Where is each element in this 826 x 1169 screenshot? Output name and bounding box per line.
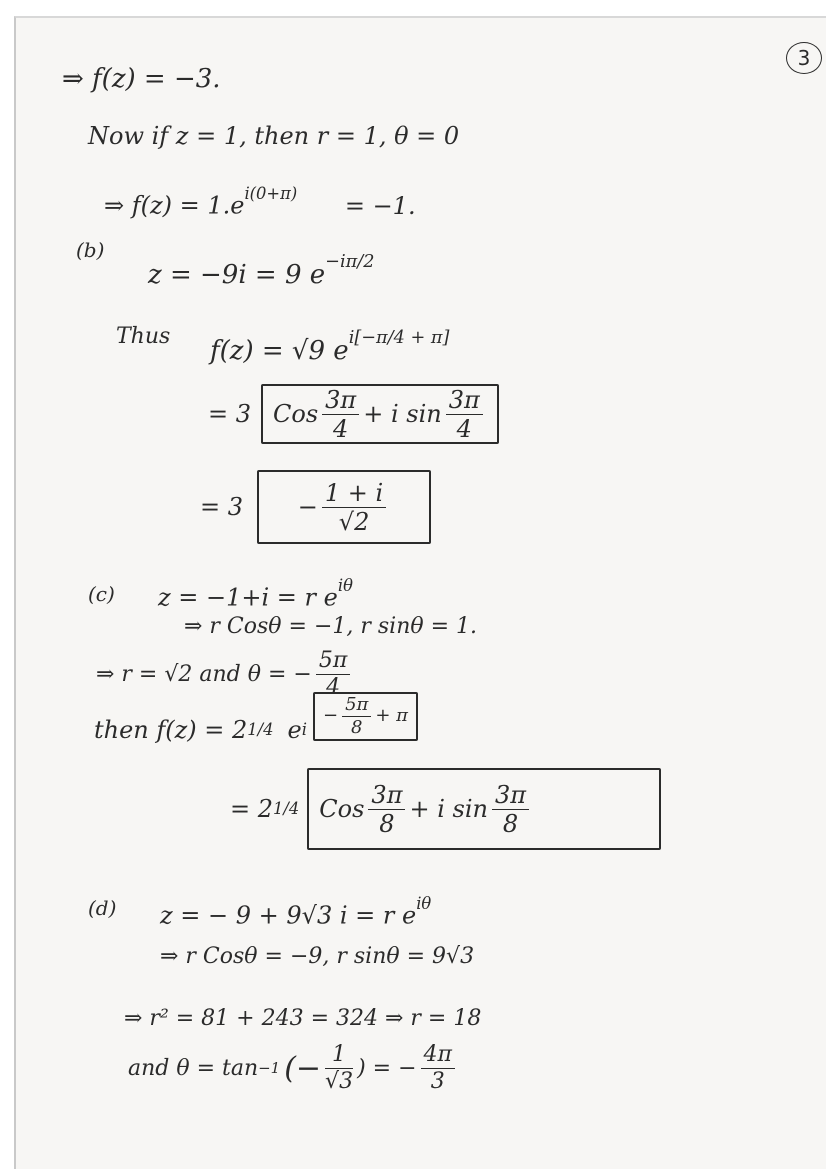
line-now-if: Now if z = 1, then r = 1, θ = 0 bbox=[88, 122, 460, 150]
exponent: i(0+π) bbox=[244, 184, 298, 203]
line-d-theta bbox=[128, 1044, 459, 1093]
denominator: 3 bbox=[430, 1069, 445, 1094]
expr-text: z = − 9 + 9√3 i = r e bbox=[160, 901, 417, 930]
exponent: −1 bbox=[258, 1059, 281, 1078]
line-f-z-one bbox=[104, 186, 416, 218]
fraction bbox=[322, 478, 386, 536]
fraction bbox=[368, 780, 405, 838]
expr-text: = 3 bbox=[208, 400, 252, 428]
e-base: e bbox=[287, 716, 302, 744]
thus-label: Thus bbox=[116, 324, 171, 349]
page-number: 3 bbox=[786, 42, 822, 74]
expr-text: z = −9i = 9 e bbox=[148, 259, 326, 290]
line-c-rcos: ⇒ r Cosθ = −1, r sinθ = 1. bbox=[184, 614, 478, 639]
line-d-z bbox=[160, 896, 431, 928]
fraction bbox=[342, 693, 371, 738]
denominator: √3 bbox=[325, 1069, 354, 1094]
bracket-group bbox=[257, 470, 431, 544]
numerator: 3π bbox=[492, 783, 529, 810]
expr-text: = 2 bbox=[230, 795, 274, 823]
expr-text: ⇒ f(z) = 1.e bbox=[104, 191, 245, 220]
exponent: 1/4 bbox=[273, 798, 300, 818]
denominator: 4 bbox=[326, 675, 341, 700]
denominator: 8 bbox=[379, 809, 395, 838]
exponent: iθ bbox=[416, 894, 432, 913]
expr-text: z = −1+i = r e bbox=[158, 583, 338, 612]
exponent: i[−π/4 + π] bbox=[348, 328, 450, 348]
denominator: 8 bbox=[350, 716, 363, 738]
fraction bbox=[322, 385, 359, 443]
bracket-group bbox=[313, 692, 418, 741]
fraction bbox=[325, 1044, 353, 1093]
expr-text: and θ = tan bbox=[128, 1055, 259, 1081]
open-paren: (− bbox=[284, 1050, 322, 1086]
expr-result: = −1. bbox=[344, 191, 416, 220]
numerator: 5π bbox=[342, 696, 371, 717]
line-b-z bbox=[148, 254, 374, 288]
numerator: 1 bbox=[325, 1044, 353, 1069]
sin-text: + i sin bbox=[363, 400, 442, 428]
cos-text: Cos bbox=[319, 795, 365, 823]
denominator: 8 bbox=[502, 809, 519, 838]
numerator: 3π bbox=[446, 388, 483, 415]
fraction bbox=[446, 385, 483, 443]
exponent: iθ bbox=[337, 576, 353, 595]
line-d-r-squared: ⇒ r² = 81 + 243 = 324 ⇒ r = 18 bbox=[124, 1006, 482, 1031]
expr-text: = 3 bbox=[200, 493, 244, 521]
sin-text: + i sin bbox=[409, 795, 488, 823]
numerator: 4π bbox=[421, 1044, 455, 1069]
expr-text: then f(z) = 2 bbox=[94, 716, 248, 744]
cos-text: Cos bbox=[273, 400, 319, 428]
numerator: 3π bbox=[368, 783, 405, 810]
expr-text: ⇒ r = √2 and θ = − bbox=[96, 661, 312, 687]
denominator: 4 bbox=[333, 414, 349, 443]
part-d-label: (d) bbox=[88, 896, 117, 920]
minus-sign: − bbox=[322, 705, 339, 726]
expr-text: f(z) = √9 e bbox=[210, 335, 349, 366]
numerator: 5π bbox=[316, 650, 350, 675]
line-d-rcos: ⇒ r Cosθ = −9, r sinθ = 9√3 bbox=[160, 944, 475, 969]
part-c-label: (c) bbox=[88, 582, 115, 606]
fraction bbox=[492, 780, 529, 838]
exponent: i bbox=[301, 719, 307, 739]
numerator: 1 + i bbox=[322, 481, 386, 508]
part-b-label: (b) bbox=[76, 238, 105, 262]
exponent: −iπ/2 bbox=[325, 252, 375, 272]
line-b-fz bbox=[210, 330, 449, 364]
line-b-result bbox=[200, 470, 431, 544]
denominator: √2 bbox=[338, 507, 370, 536]
plus-pi: + π bbox=[375, 705, 408, 726]
numerator: 3π bbox=[322, 388, 359, 415]
line-b-cos bbox=[208, 384, 499, 444]
line-c-polar bbox=[230, 768, 661, 850]
bracket-group bbox=[261, 384, 499, 444]
minus-sign: − bbox=[297, 493, 318, 521]
line-f-equals-minus3: ⇒ f(z) = −3. bbox=[62, 64, 221, 94]
close-paren-result: ) = − bbox=[357, 1055, 417, 1081]
fraction bbox=[421, 1044, 455, 1093]
line-c-z bbox=[158, 578, 353, 610]
exponent: 1/4 bbox=[247, 719, 274, 739]
bracket-group bbox=[307, 768, 661, 850]
denominator: 4 bbox=[456, 414, 472, 443]
